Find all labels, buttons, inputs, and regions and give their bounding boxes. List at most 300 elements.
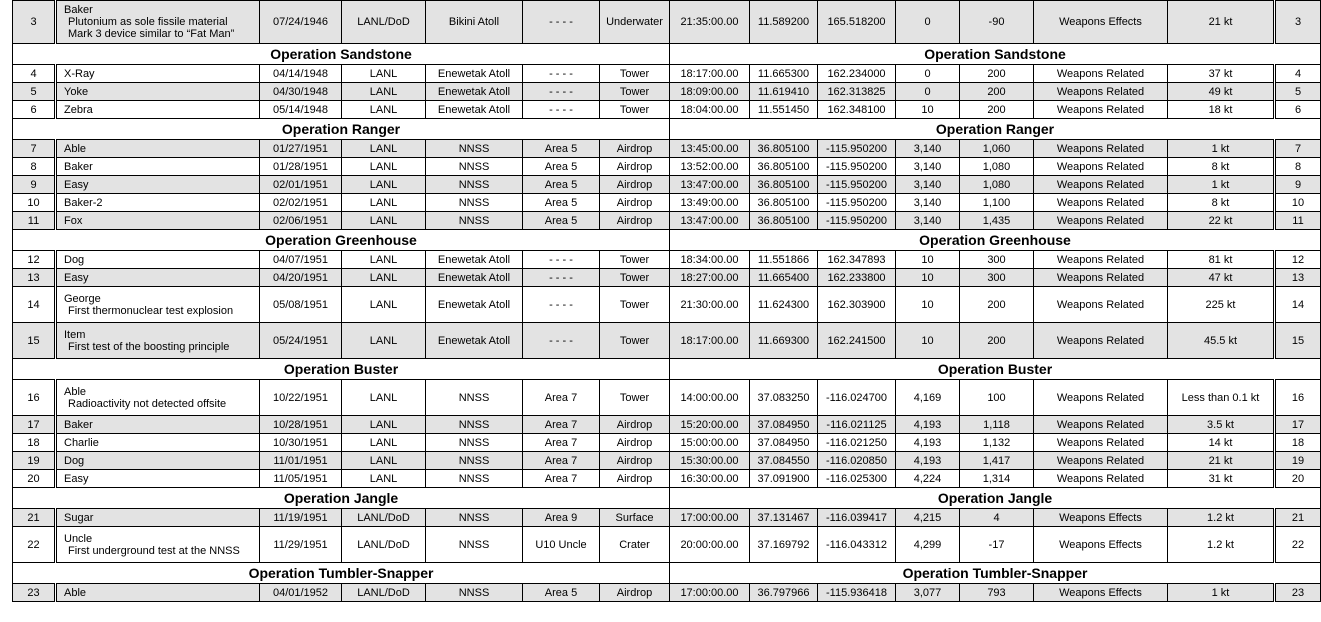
- table-row: [13, 65, 1321, 83]
- longitude-cell: -116.043312: [818, 527, 896, 563]
- latitude-cell: 37.084950: [750, 416, 818, 434]
- longitude-cell: -116.025300: [818, 470, 896, 488]
- purpose-cell: Weapons Effects: [1034, 584, 1168, 602]
- test-date-cell: 04/30/1948: [260, 83, 342, 101]
- operation-title-left: Operation Buster: [13, 359, 670, 380]
- longitude-cell: -116.021125: [818, 416, 896, 434]
- longitude-cell: -115.950200: [818, 140, 896, 158]
- test-area-cell: Area 5: [523, 584, 600, 602]
- test-name-cell: [56, 83, 260, 101]
- operation-title-left: Operation Jangle: [13, 488, 670, 509]
- table-row: [13, 194, 1321, 212]
- test-date-cell: 04/01/1952: [260, 584, 342, 602]
- test-area-cell: U10 Uncle: [523, 527, 600, 563]
- latitude-cell: 11.669300: [750, 323, 818, 359]
- operation-title-right: Operation Greenhouse: [670, 230, 1321, 251]
- yield-cell: 22 kt: [1168, 212, 1275, 230]
- test-date-cell: 07/24/1946: [260, 1, 342, 44]
- purpose-cell: Weapons Related: [1034, 269, 1168, 287]
- test-type-cell: Tower: [600, 287, 670, 323]
- test-time-cell: 18:27:00.00: [670, 269, 750, 287]
- test-name-cell: [56, 269, 260, 287]
- purpose-cell: Weapons Related: [1034, 287, 1168, 323]
- table-row: [13, 251, 1321, 269]
- test-date-cell: 04/07/1951: [260, 251, 342, 269]
- sponsor-cell: LANL: [342, 251, 426, 269]
- yield-cell: 1 kt: [1168, 140, 1275, 158]
- test-name-text: George: [64, 292, 101, 305]
- sponsor-cell: LANL: [342, 194, 426, 212]
- height-of-burst-cell: 1,100: [960, 194, 1034, 212]
- test-type-cell: Airdrop: [600, 158, 670, 176]
- operation-title-right: Operation Sandstone: [670, 44, 1321, 65]
- yield-cell: 18 kt: [1168, 101, 1275, 119]
- yield-cell: Less than 0.1 kt: [1168, 380, 1275, 416]
- test-date-cell: 10/22/1951: [260, 380, 342, 416]
- sponsor-cell: LANL: [342, 434, 426, 452]
- latitude-cell: 36.805100: [750, 176, 818, 194]
- sponsor-cell: LANL: [342, 101, 426, 119]
- latitude-cell: 11.619410: [750, 83, 818, 101]
- nuclear-test-table: [12, 0, 1321, 602]
- purpose-cell: Weapons Effects: [1034, 527, 1168, 563]
- height-of-burst-cell: 1,080: [960, 158, 1034, 176]
- test-time-cell: 21:30:00.00: [670, 287, 750, 323]
- purpose-cell: Weapons Related: [1034, 416, 1168, 434]
- test-name-text: Charlie: [64, 436, 99, 449]
- longitude-cell: -116.039417: [818, 509, 896, 527]
- test-date-cell: 04/14/1948: [260, 65, 342, 83]
- test-area-cell: Area 7: [523, 380, 600, 416]
- latitude-cell: 36.805100: [750, 194, 818, 212]
- test-area-cell: Area 9: [523, 509, 600, 527]
- yield-cell: 49 kt: [1168, 83, 1275, 101]
- test-name-text: X-Ray: [64, 67, 95, 80]
- elevation-cell: 3,140: [896, 158, 960, 176]
- test-name-text: Sugar: [64, 511, 94, 524]
- sponsor-cell: LANL/DoD: [342, 1, 426, 44]
- test-note: First underground test at the NNSS: [68, 544, 240, 557]
- test-name-text: Baker-2: [64, 196, 103, 209]
- test-time-cell: 15:20:00.00: [670, 416, 750, 434]
- latitude-cell: 11.665300: [750, 65, 818, 83]
- test-number-cell: 10: [13, 194, 56, 212]
- table-row: [13, 416, 1321, 434]
- operation-header-row: [13, 230, 1321, 251]
- operation-title-right: Operation Ranger: [670, 119, 1321, 140]
- table-row: [13, 101, 1321, 119]
- operation-header-row: [13, 563, 1321, 584]
- test-time-cell: 17:00:00.00: [670, 584, 750, 602]
- test-site-cell: NNSS: [426, 176, 523, 194]
- table-row: [13, 176, 1321, 194]
- test-time-cell: 17:00:00.00: [670, 509, 750, 527]
- test-date-cell: 05/24/1951: [260, 323, 342, 359]
- elevation-cell: 10: [896, 269, 960, 287]
- test-number-right-cell: 4: [1275, 65, 1321, 83]
- purpose-cell: Weapons Related: [1034, 158, 1168, 176]
- height-of-burst-cell: 200: [960, 323, 1034, 359]
- operation-title-right: Operation Buster: [670, 359, 1321, 380]
- test-site-cell: NNSS: [426, 416, 523, 434]
- purpose-cell: Weapons Effects: [1034, 509, 1168, 527]
- purpose-cell: Weapons Related: [1034, 140, 1168, 158]
- height-of-burst-cell: 1,060: [960, 140, 1034, 158]
- test-number-cell: 11: [13, 212, 56, 230]
- operation-title-right: Operation Jangle: [670, 488, 1321, 509]
- test-site-cell: Enewetak Atoll: [426, 287, 523, 323]
- test-name-cell: [56, 176, 260, 194]
- test-name-cell: [56, 140, 260, 158]
- table-row: [13, 452, 1321, 470]
- purpose-cell: Weapons Related: [1034, 176, 1168, 194]
- longitude-cell: -115.950200: [818, 194, 896, 212]
- test-name-cell: [56, 470, 260, 488]
- height-of-burst-cell: 200: [960, 83, 1034, 101]
- test-time-cell: 13:47:00.00: [670, 176, 750, 194]
- elevation-cell: 4,215: [896, 509, 960, 527]
- height-of-burst-cell: 300: [960, 251, 1034, 269]
- test-type-cell: Airdrop: [600, 416, 670, 434]
- test-number-cell: 5: [13, 83, 56, 101]
- test-number-cell: 3: [13, 1, 56, 44]
- test-note: First test of the boosting principle: [68, 340, 230, 353]
- test-area-cell: Area 5: [523, 140, 600, 158]
- test-number-right-cell: 3: [1275, 1, 1321, 44]
- test-name-text: Baker: [64, 4, 93, 16]
- operation-header-row: [13, 119, 1321, 140]
- test-type-cell: Airdrop: [600, 452, 670, 470]
- test-name-cell: [56, 380, 260, 416]
- latitude-cell: 37.083250: [750, 380, 818, 416]
- test-time-cell: 18:17:00.00: [670, 65, 750, 83]
- elevation-cell: 3,140: [896, 140, 960, 158]
- test-name-cell: [56, 1, 260, 44]
- test-number-right-cell: 13: [1275, 269, 1321, 287]
- longitude-cell: 162.233800: [818, 269, 896, 287]
- table-row: [13, 509, 1321, 527]
- sponsor-cell: LANL: [342, 452, 426, 470]
- test-name-text: Yoke: [64, 85, 89, 98]
- test-name-text: Easy: [64, 178, 89, 191]
- test-date-cell: 11/05/1951: [260, 470, 342, 488]
- test-number-right-cell: 9: [1275, 176, 1321, 194]
- test-area-cell: - - - -: [523, 269, 600, 287]
- test-name-text: Easy: [64, 271, 89, 284]
- longitude-cell: -116.024700: [818, 380, 896, 416]
- latitude-cell: 11.624300: [750, 287, 818, 323]
- test-date-cell: 11/29/1951: [260, 527, 342, 563]
- sponsor-cell: LANL: [342, 158, 426, 176]
- sponsor-cell: LANL/DoD: [342, 584, 426, 602]
- test-name-text: Able: [64, 142, 87, 155]
- table-row: [13, 380, 1321, 416]
- operation-title-left: Operation Ranger: [13, 119, 670, 140]
- test-type-cell: Airdrop: [600, 194, 670, 212]
- table-row: [13, 584, 1321, 602]
- yield-cell: 14 kt: [1168, 434, 1275, 452]
- sponsor-cell: LANL: [342, 416, 426, 434]
- test-name-cell: [56, 452, 260, 470]
- latitude-cell: 11.551866: [750, 251, 818, 269]
- yield-cell: 21 kt: [1168, 1, 1275, 44]
- table-row: [13, 287, 1321, 323]
- test-number-right-cell: 15: [1275, 323, 1321, 359]
- latitude-cell: 36.805100: [750, 140, 818, 158]
- test-number-cell: 8: [13, 158, 56, 176]
- latitude-cell: 36.797966: [750, 584, 818, 602]
- test-name-cell: [56, 434, 260, 452]
- latitude-cell: 36.805100: [750, 158, 818, 176]
- test-site-cell: Enewetak Atoll: [426, 323, 523, 359]
- yield-cell: 225 kt: [1168, 287, 1275, 323]
- test-name-text: Fox: [64, 214, 83, 227]
- test-date-cell: 02/06/1951: [260, 212, 342, 230]
- test-name-text: Zebra: [64, 103, 93, 116]
- yield-cell: 37 kt: [1168, 65, 1275, 83]
- test-area-cell: - - - -: [523, 287, 600, 323]
- operation-title-right: Operation Tumbler-Snapper: [670, 563, 1321, 584]
- test-number-right-cell: 23: [1275, 584, 1321, 602]
- test-area-cell: Area 5: [523, 212, 600, 230]
- test-name-cell: [56, 194, 260, 212]
- test-name-text: Easy: [64, 472, 89, 485]
- test-date-cell: 05/14/1948: [260, 101, 342, 119]
- test-type-cell: Tower: [600, 269, 670, 287]
- elevation-cell: 3,140: [896, 194, 960, 212]
- test-type-cell: Crater: [600, 527, 670, 563]
- elevation-cell: 10: [896, 101, 960, 119]
- sponsor-cell: LANL: [342, 470, 426, 488]
- test-area-cell: - - - -: [523, 83, 600, 101]
- test-name-text: Able: [64, 586, 87, 599]
- table-row: [13, 323, 1321, 359]
- height-of-burst-cell: 200: [960, 101, 1034, 119]
- purpose-cell: Weapons Related: [1034, 212, 1168, 230]
- purpose-cell: Weapons Related: [1034, 323, 1168, 359]
- test-number-right-cell: 18: [1275, 434, 1321, 452]
- test-time-cell: 21:35:00.00: [670, 1, 750, 44]
- test-type-cell: Tower: [600, 323, 670, 359]
- test-name-cell: [56, 65, 260, 83]
- sponsor-cell: LANL/DoD: [342, 509, 426, 527]
- test-number-cell: 23: [13, 584, 56, 602]
- sponsor-cell: LANL: [342, 176, 426, 194]
- elevation-cell: 4,193: [896, 452, 960, 470]
- latitude-cell: 37.131467: [750, 509, 818, 527]
- elevation-cell: 10: [896, 287, 960, 323]
- longitude-cell: -115.950200: [818, 212, 896, 230]
- sponsor-cell: LANL: [342, 269, 426, 287]
- test-site-cell: Enewetak Atoll: [426, 65, 523, 83]
- test-area-cell: Area 5: [523, 176, 600, 194]
- test-area-cell: - - - -: [523, 1, 600, 44]
- test-site-cell: Bikini Atoll: [426, 1, 523, 44]
- test-site-cell: Enewetak Atoll: [426, 251, 523, 269]
- longitude-cell: -115.950200: [818, 176, 896, 194]
- height-of-burst-cell: 1,118: [960, 416, 1034, 434]
- test-number-right-cell: 8: [1275, 158, 1321, 176]
- height-of-burst-cell: 793: [960, 584, 1034, 602]
- longitude-cell: 162.234000: [818, 65, 896, 83]
- height-of-burst-cell: 100: [960, 380, 1034, 416]
- test-number-cell: 15: [13, 323, 56, 359]
- test-number-cell: 13: [13, 269, 56, 287]
- sponsor-cell: LANL: [342, 83, 426, 101]
- height-of-burst-cell: 200: [960, 287, 1034, 323]
- elevation-cell: 10: [896, 323, 960, 359]
- latitude-cell: 37.169792: [750, 527, 818, 563]
- elevation-cell: 3,140: [896, 212, 960, 230]
- test-time-cell: 16:30:00.00: [670, 470, 750, 488]
- elevation-cell: 0: [896, 65, 960, 83]
- test-name-text: Able: [64, 385, 87, 398]
- yield-cell: 81 kt: [1168, 251, 1275, 269]
- purpose-cell: Weapons Related: [1034, 470, 1168, 488]
- test-number-cell: 20: [13, 470, 56, 488]
- longitude-cell: -115.950200: [818, 158, 896, 176]
- sponsor-cell: LANL: [342, 323, 426, 359]
- test-number-cell: 6: [13, 101, 56, 119]
- table-row: [13, 158, 1321, 176]
- test-number-cell: 14: [13, 287, 56, 323]
- test-name-text: Item: [64, 328, 86, 341]
- test-number-right-cell: 11: [1275, 212, 1321, 230]
- height-of-burst-cell: 1,132: [960, 434, 1034, 452]
- test-site-cell: NNSS: [426, 527, 523, 563]
- yield-cell: 8 kt: [1168, 194, 1275, 212]
- purpose-cell: Weapons Related: [1034, 251, 1168, 269]
- test-name-text: Uncle: [64, 532, 93, 545]
- latitude-cell: 11.589200: [750, 1, 818, 44]
- test-number-right-cell: 7: [1275, 140, 1321, 158]
- test-time-cell: 18:04:00.00: [670, 101, 750, 119]
- test-time-cell: 18:09:00.00: [670, 83, 750, 101]
- test-number-right-cell: 6: [1275, 101, 1321, 119]
- elevation-cell: 0: [896, 83, 960, 101]
- table-body: [13, 1, 1321, 602]
- test-name-text: Dog: [64, 454, 85, 467]
- test-area-cell: Area 5: [523, 194, 600, 212]
- test-date-cell: 01/27/1951: [260, 140, 342, 158]
- height-of-burst-cell: 1,435: [960, 212, 1034, 230]
- test-number-cell: 9: [13, 176, 56, 194]
- table-row: [13, 1, 1321, 44]
- test-date-cell: 05/08/1951: [260, 287, 342, 323]
- height-of-burst-cell: 4: [960, 509, 1034, 527]
- table-row: [13, 527, 1321, 563]
- test-type-cell: Airdrop: [600, 584, 670, 602]
- table-row: [13, 470, 1321, 488]
- test-number-cell: 7: [13, 140, 56, 158]
- purpose-cell: Weapons Related: [1034, 83, 1168, 101]
- height-of-burst-cell: 1,080: [960, 176, 1034, 194]
- purpose-cell: Weapons Related: [1034, 380, 1168, 416]
- latitude-cell: 37.084950: [750, 434, 818, 452]
- test-date-cell: 02/02/1951: [260, 194, 342, 212]
- yield-cell: 1.2 kt: [1168, 527, 1275, 563]
- longitude-cell: 162.303900: [818, 287, 896, 323]
- purpose-cell: Weapons Related: [1034, 101, 1168, 119]
- longitude-cell: 162.347893: [818, 251, 896, 269]
- test-site-cell: NNSS: [426, 194, 523, 212]
- test-note: Radioactivity not detected offsite: [68, 397, 227, 410]
- test-type-cell: Airdrop: [600, 212, 670, 230]
- elevation-cell: 4,193: [896, 434, 960, 452]
- longitude-cell: -116.021250: [818, 434, 896, 452]
- test-date-cell: 11/01/1951: [260, 452, 342, 470]
- operation-header-row: [13, 488, 1321, 509]
- table-row: [13, 83, 1321, 101]
- test-type-cell: Airdrop: [600, 470, 670, 488]
- yield-cell: 8 kt: [1168, 158, 1275, 176]
- test-number-cell: 22: [13, 527, 56, 563]
- longitude-cell: -115.936418: [818, 584, 896, 602]
- test-date-cell: 04/20/1951: [260, 269, 342, 287]
- test-time-cell: 20:00:00.00: [670, 527, 750, 563]
- yield-cell: 31 kt: [1168, 470, 1275, 488]
- sponsor-cell: LANL: [342, 380, 426, 416]
- test-site-cell: Enewetak Atoll: [426, 269, 523, 287]
- test-type-cell: Surface: [600, 509, 670, 527]
- elevation-cell: 4,169: [896, 380, 960, 416]
- test-time-cell: 18:17:00.00: [670, 323, 750, 359]
- height-of-burst-cell: 1,314: [960, 470, 1034, 488]
- height-of-burst-cell: 300: [960, 269, 1034, 287]
- table-row: [13, 269, 1321, 287]
- test-time-cell: 13:52:00.00: [670, 158, 750, 176]
- longitude-cell: -116.020850: [818, 452, 896, 470]
- test-area-cell: - - - -: [523, 323, 600, 359]
- purpose-cell: Weapons Related: [1034, 194, 1168, 212]
- elevation-cell: 3,077: [896, 584, 960, 602]
- purpose-cell: Weapons Related: [1034, 65, 1168, 83]
- test-date-cell: 11/19/1951: [260, 509, 342, 527]
- test-time-cell: 13:49:00.00: [670, 194, 750, 212]
- longitude-cell: 162.241500: [818, 323, 896, 359]
- test-type-cell: Tower: [600, 251, 670, 269]
- test-date-cell: 10/28/1951: [260, 416, 342, 434]
- elevation-cell: 4,224: [896, 470, 960, 488]
- test-type-cell: Airdrop: [600, 434, 670, 452]
- test-name-text: Baker: [64, 418, 93, 431]
- purpose-cell: Weapons Related: [1034, 452, 1168, 470]
- purpose-cell: Weapons Related: [1034, 434, 1168, 452]
- test-area-cell: - - - -: [523, 101, 600, 119]
- test-type-cell: Tower: [600, 380, 670, 416]
- test-table-page: [12, 0, 1320, 602]
- test-site-cell: NNSS: [426, 509, 523, 527]
- test-number-right-cell: 21: [1275, 509, 1321, 527]
- test-site-cell: NNSS: [426, 212, 523, 230]
- test-area-cell: Area 7: [523, 452, 600, 470]
- test-number-right-cell: 19: [1275, 452, 1321, 470]
- test-name-cell: [56, 416, 260, 434]
- test-date-cell: 02/01/1951: [260, 176, 342, 194]
- latitude-cell: 11.665400: [750, 269, 818, 287]
- test-area-cell: - - - -: [523, 65, 600, 83]
- test-date-cell: 01/28/1951: [260, 158, 342, 176]
- test-name-cell: [56, 323, 260, 359]
- test-name-cell: [56, 287, 260, 323]
- test-area-cell: Area 7: [523, 434, 600, 452]
- longitude-cell: 162.348100: [818, 101, 896, 119]
- test-name-text: Dog: [64, 253, 85, 266]
- operation-header-row: [13, 359, 1321, 380]
- test-site-cell: NNSS: [426, 434, 523, 452]
- longitude-cell: 165.518200: [818, 1, 896, 44]
- test-name-cell: [56, 527, 260, 563]
